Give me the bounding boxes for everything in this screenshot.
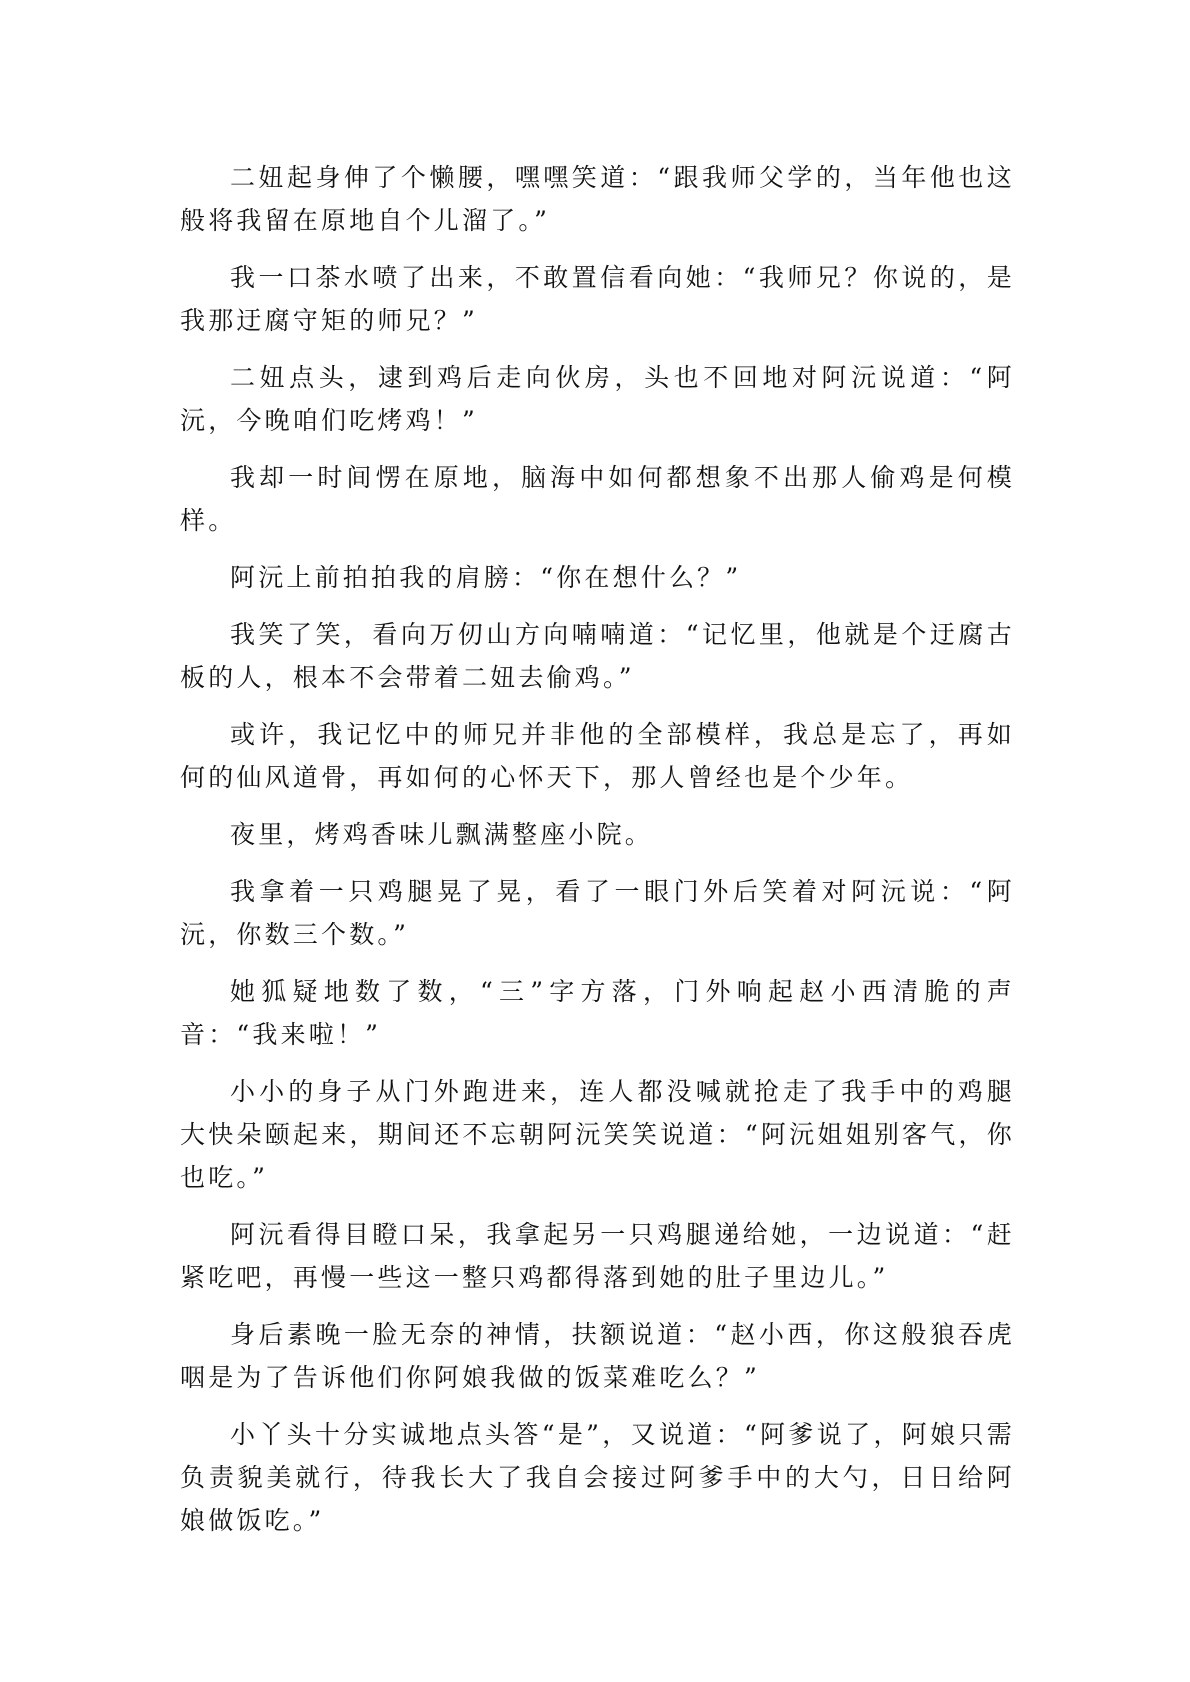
paragraph: 阿沅看得目瞪口呆，我拿起另一只鸡腿递给她，一边说道：“赶紧吃吧，再慢一些这一整只鸡都得落到她的肚子里边儿。” — [180, 1220, 1015, 1292]
paragraph: 小小的身子从门外跑进来，连人都没喊就抢走了我手中的鸡腿大快朵颐起来，期间还不忘朝阿沅笑笑说道：“阿沅姐姐别客气，你也吃。” — [180, 1077, 1015, 1192]
paragraph: 二妞起身伸了个懒腰，嘿嘿笑道：“跟我师父学的，当年他也这般将我留在原地自个儿溜了。” — [180, 163, 1015, 235]
paragraph: 她狐疑地数了数，“三”字方落，门外响起赵小西清脆的声音：“我来啦！” — [180, 977, 1015, 1049]
paragraph: 二妞点头，逮到鸡后走向伙房，头也不回地对阿沅说道：“阿沅，今晚咱们吃烤鸡！” — [180, 363, 1015, 435]
paragraph: 我却一时间愣在原地，脑海中如何都想象不出那人偷鸡是何模样。 — [180, 463, 1015, 535]
paragraph: 我笑了笑，看向万仞山方向喃喃道：“记忆里，他就是个迂腐古板的人，根本不会带着二妞去偷鸡。” — [180, 620, 1015, 692]
paragraph: 我一口茶水喷了出来，不敢置信看向她：“我师兄？你说的，是我那迂腐守矩的师兄？” — [180, 263, 1015, 335]
paragraph: 身后素晚一脸无奈的神情，扶额说道：“赵小西，你这般狼吞虎咽是为了告诉他们你阿娘我做的饭菜难吃么？” — [180, 1320, 1015, 1392]
paragraph: 我拿着一只鸡腿晃了晃，看了一眼门外后笑着对阿沅说：“阿沅，你数三个数。” — [180, 877, 1015, 949]
document-body — [180, 156, 1015, 1556]
paragraph: 小丫头十分实诚地点头答“是”，又说道：“阿爹说了，阿娘只需负责貌美就行，待我长大了我自会接过阿爹手中的大勺，日日给阿娘做饭吃。” — [180, 1420, 1015, 1535]
paragraph: 或许，我记忆中的师兄并非他的全部模样，我总是忘了，再如何的仙风道骨，再如何的心怀天下，那人曾经也是个少年。 — [180, 720, 1015, 792]
paragraph: 夜里，烤鸡香味儿飘满整座小院。 — [230, 820, 654, 849]
paragraph: 阿沅上前拍拍我的肩膀：“你在想什么？” — [230, 563, 742, 592]
